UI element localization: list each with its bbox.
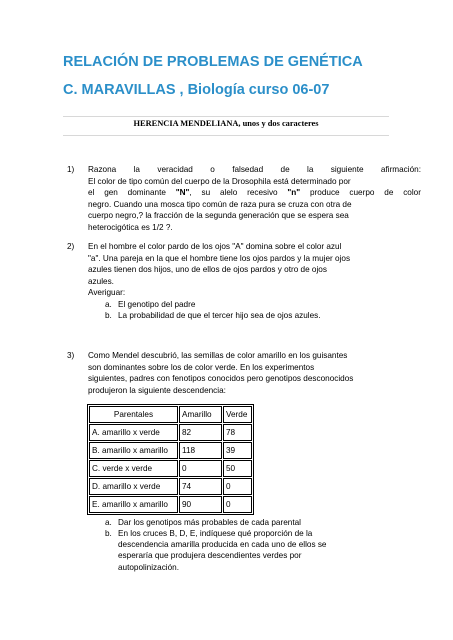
text-line: azules. — [88, 276, 114, 286]
section-rule-top — [63, 116, 389, 117]
table-header: Amarillo — [179, 406, 222, 423]
text-line: "a". Una pareja en la que el hombre tiene los ojos pardos y la mujer ojos — [88, 253, 351, 263]
word: su — [201, 188, 211, 198]
section-rule-bottom — [63, 135, 389, 136]
table-cell: 39 — [223, 442, 252, 459]
word: gen — [104, 188, 118, 198]
list-marker: b. — [105, 311, 112, 320]
table-cell: D. amarillo x verde — [89, 478, 178, 495]
word: de — [384, 188, 394, 198]
text-line — [88, 187, 421, 199]
table-cell: C. verde x verde — [89, 460, 178, 477]
list-item-text: La probabilidad de que el tercer hijo sea de ojos azules. — [118, 311, 321, 320]
section-heading: HERENCIA MENDELIANA, unos y dos caracteres — [133, 119, 319, 128]
table-header: Parentales — [89, 406, 178, 423]
table-cell: 82 — [179, 424, 222, 441]
table-cell: E. amarillo x amarillo — [89, 496, 178, 513]
question-text — [88, 164, 428, 234]
table-cell: 0 — [223, 496, 252, 513]
text-line: En los cruces B, D, E, indíquese qué proporción de la — [118, 529, 313, 538]
list-item-text: El genotipo del padre — [118, 300, 196, 309]
text-line: heterocigótica es 1/2 ?. — [88, 222, 173, 232]
word: de — [280, 165, 290, 174]
word: veracidad — [157, 165, 193, 174]
question-number: 3) — [67, 351, 75, 360]
word: cuerpo — [349, 188, 375, 198]
word: dominante — [127, 188, 166, 198]
word: siguiente — [330, 165, 364, 174]
text-line: esperaría que produjera descendientes verdes por — [118, 551, 302, 561]
table-header-row — [89, 406, 252, 423]
text-line: En el hombre el color pardo de los ojos "A" domina sobre el color azul — [88, 242, 342, 251]
table-cell: 118 — [179, 442, 222, 459]
table-cell: 0 — [223, 478, 252, 495]
descendants-table — [87, 404, 254, 515]
word: la — [133, 165, 140, 174]
table-row — [89, 496, 252, 513]
question-text — [88, 241, 428, 299]
text-line: Averiguar: — [88, 288, 126, 298]
word: falsedad — [232, 165, 264, 174]
text-line: El color de tipo común del cuerpo de la Drosophila está determinado por — [88, 176, 351, 186]
question-text — [88, 350, 428, 396]
word: alelo — [219, 188, 238, 198]
text-line — [88, 164, 421, 176]
table-cell: 78 — [223, 424, 252, 441]
word: recesivo — [247, 188, 278, 198]
word: la — [307, 165, 314, 174]
list-marker: a. — [105, 300, 112, 309]
document-title: RELACIÓN DE PROBLEMAS DE GENÉTICA — [63, 54, 363, 70]
word: "n" — [287, 188, 301, 198]
word: el — [88, 188, 95, 198]
list-marker: a. — [105, 518, 112, 527]
table-cell: A. amarillo x verde — [89, 424, 178, 441]
table-cell: 0 — [179, 460, 222, 477]
word: Razona — [88, 165, 117, 174]
text-line: negro. Cuando una mosca tipo común de raza pura se cruza con otra de — [88, 199, 352, 209]
table-row — [89, 478, 252, 495]
text-line: cuerpo negro,? la fracción de la segunda generación que se espera sea — [88, 211, 349, 221]
table-cell: 90 — [179, 496, 222, 513]
word: o — [210, 165, 215, 174]
word: "N", — [175, 188, 192, 198]
word: afirmación: — [380, 165, 421, 174]
table-cell: 74 — [179, 478, 222, 495]
word: produce — [310, 188, 340, 198]
text-line: descendencia amarilla producida en cada uno de ellos se — [118, 540, 327, 550]
text-line: siguientes, padres con fenotipos conocidos pero genotipos desconocidos — [88, 374, 354, 384]
text-line: autopolinización. — [118, 562, 179, 572]
text-line: son dominantes sobre los de color verde. En los experimentos — [88, 362, 315, 372]
word: color — [403, 188, 421, 198]
list-item-text — [118, 528, 326, 573]
text-line: Como Mendel descubrió, las semillas de color amarillo en los guisantes — [88, 351, 348, 360]
table-cell: B. amarillo x amarillo — [89, 442, 178, 459]
table-row — [89, 460, 252, 477]
text-line: azules tienen dos hijos, uno de ellos de ojos pardos y otro de ojos — [88, 265, 327, 275]
text-line: produjeron la siguiente descendencia: — [88, 385, 226, 395]
author-course-line: C. MARAVILLAS , Biología curso 06-07 — [63, 82, 330, 98]
table-row — [89, 442, 252, 459]
question-number: 2) — [67, 242, 75, 251]
table-row — [89, 424, 252, 441]
table-header: Verde — [223, 406, 252, 423]
table-cell: 50 — [223, 460, 252, 477]
list-item-text: Dar los genotipos más probables de cada parental — [118, 518, 301, 527]
list-marker: b. — [105, 529, 112, 538]
question-number: 1) — [67, 165, 75, 174]
